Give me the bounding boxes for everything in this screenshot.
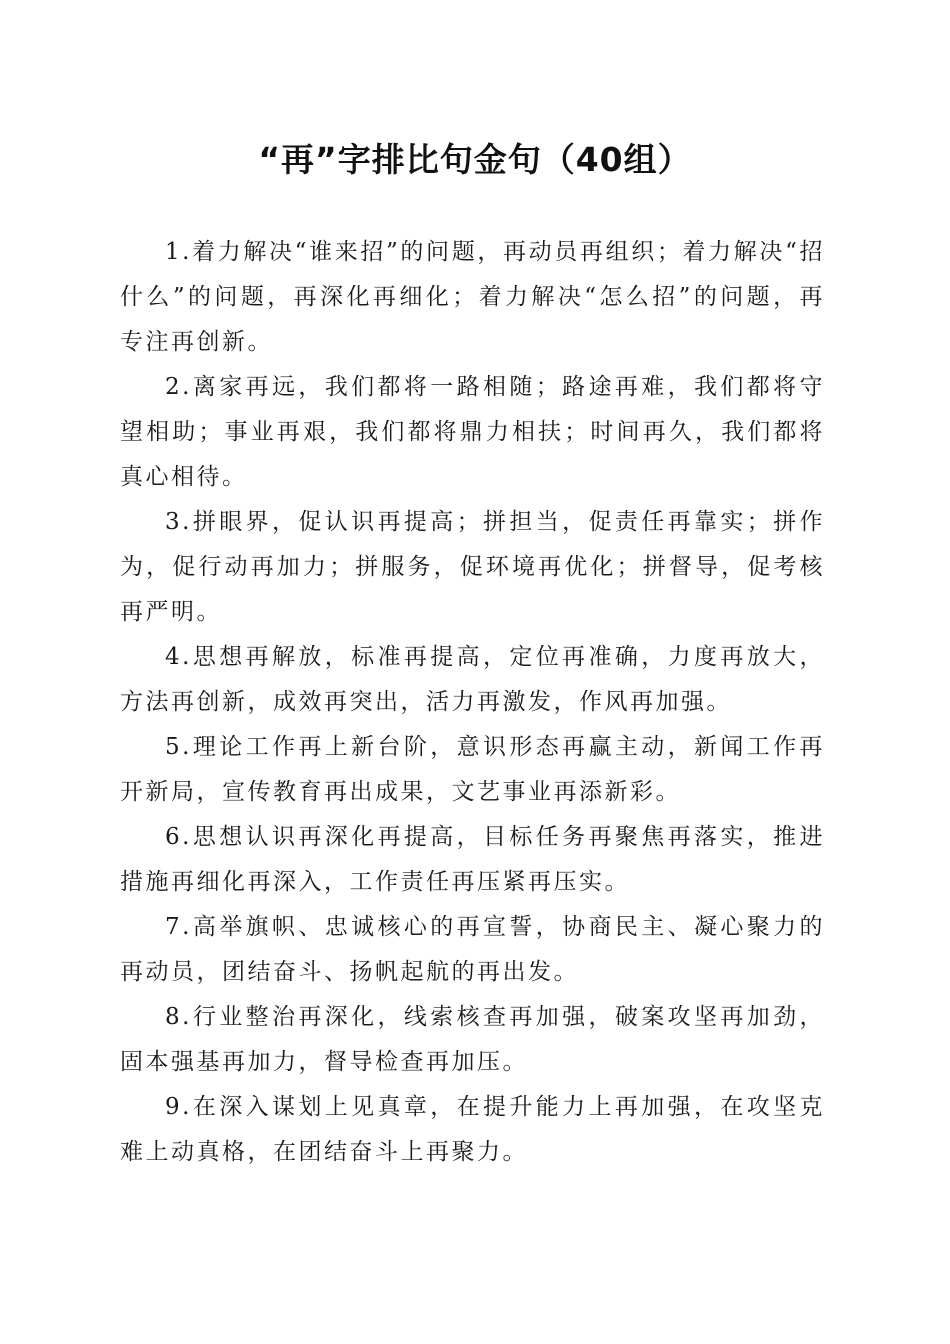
paragraph-8: 8.行业整治再深化，线索核查再加强，破案攻坚再加劲，固本强基再加力，督导检查再加压。 xyxy=(120,1004,825,1075)
paragraph-9: 9.在深入谋划上见真章，在提升能力上再加强，在攻坚克难上动真格，在团结奋斗上再聚力。 xyxy=(120,1094,825,1165)
paragraph-1: 1.着力解决“谁来招”的问题，再动员再组织；着力解决“招什么”的问题，再深化再细化；着力解决“怎么招”的问题，再专注再创新。 xyxy=(120,239,825,355)
paragraph-4: 4.思想再解放，标准再提高，定位再准确，力度再放大，方法再创新，成效再突出，活力再激发，作风再加强。 xyxy=(120,644,825,715)
paragraph-6: 6.思想认识再深化再提高，目标任务再聚焦再落实，推进措施再细化再深入，工作责任再压紧再压实。 xyxy=(120,824,825,895)
paragraph-5: 5.理论工作再上新台阶，意识形态再赢主动，新闻工作再开新局，宣传教育再出成果，文艺事业再添新彩。 xyxy=(120,734,825,805)
document-title: “再”字排比句金句（40组） xyxy=(258,140,692,179)
document-body xyxy=(120,230,825,1175)
paragraph-2: 2.离家再远，我们都将一路相随；路途再难，我们都将守望相助；事业再艰，我们都将鼎力相扶；时间再久，我们都将真心相待。 xyxy=(120,374,825,490)
paragraph-7: 7.高举旗帜、忠诚核心的再宣誓，协商民主、凝心聚力的再动员，团结奋斗、扬帆起航的再出发。 xyxy=(120,914,825,985)
paragraph-3: 3.拼眼界，促认识再提高；拼担当，促责任再靠实；拼作为，促行动再加力；拼服务，促环境再优化；拼督导，促考核再严明。 xyxy=(120,509,825,625)
